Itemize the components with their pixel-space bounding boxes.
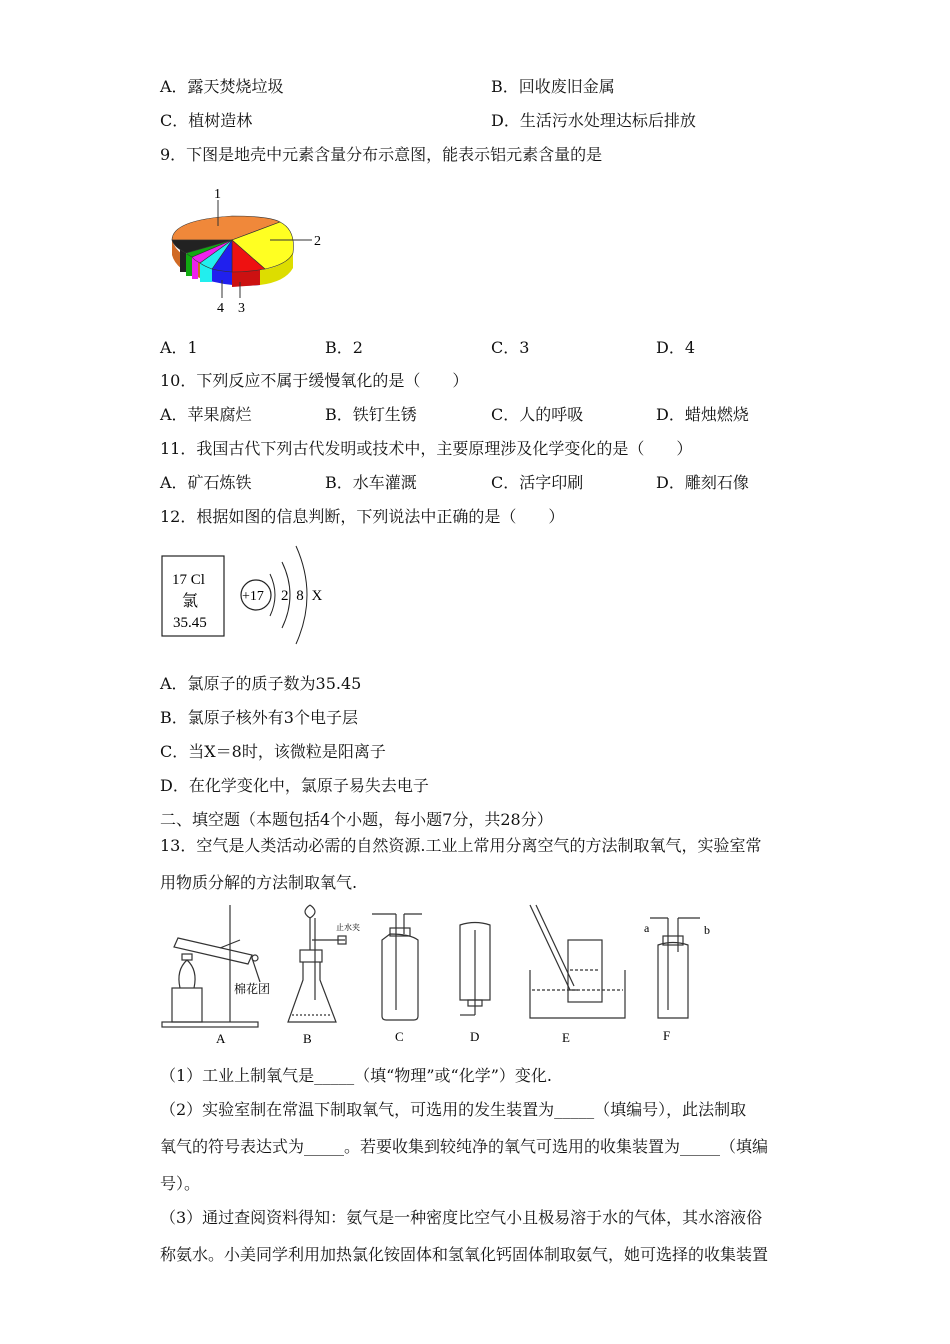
apparatus-e (530, 905, 625, 1018)
apparatus-a (162, 905, 260, 1027)
q13-stem-line2: 用物质分解的方法制取氧气. (160, 873, 358, 892)
pie-side-red (232, 270, 260, 287)
q13-part3-line2: 称氨水。小美同学利用加热氯化铵固体和氢氧化钙固体制取氨气，她可选择的收集装置 (160, 1245, 769, 1264)
electron-shells: 2 8 X (281, 588, 325, 604)
element-number-symbol: 17 Cl (172, 572, 205, 588)
pie-label-3: 3 (238, 301, 245, 316)
port-a-label: a (644, 921, 650, 935)
q8-option-c: C．植树造林 (160, 111, 253, 130)
q11-stem: 11．我国古代下列古代发明或技术中，主要原理涉及化学变化的是（ ） (160, 439, 693, 458)
port-b-label: b (704, 923, 710, 937)
apparatus-label-f: F (663, 1028, 671, 1043)
q8-option-b: B．回收废旧金属 (491, 77, 615, 96)
q10-option-a: A．苹果腐烂 (160, 405, 252, 424)
q13-part1: （1）工业上制氧气是_____（填“物理”或“化学”）变化. (160, 1066, 552, 1085)
q13-part3-line1: （3）通过查阅资料得知：氨气是一种密度比空气小且极易溶于水的气体，其水溶液俗 (160, 1208, 763, 1227)
q11-option-a: A．矿石炼铁 (160, 473, 252, 492)
apparatus-label-b: B (303, 1031, 312, 1046)
q10-option-b: B．铁钉生锈 (325, 405, 417, 424)
q13-part2-line3: 号）。 (160, 1174, 201, 1193)
pie-label-1: 1 (214, 187, 221, 202)
lab-apparatus-figure (160, 900, 740, 1050)
apparatus-d (460, 923, 490, 1016)
nucleus-charge: +17 (242, 589, 264, 604)
pie-label-2: 2 (314, 234, 321, 249)
apparatus-label-a: A (216, 1031, 226, 1046)
q11-option-c: C．活字印刷 (491, 473, 584, 492)
q10-option-c: C．人的呼吸 (491, 405, 584, 424)
q13-stem-line1: 13．空气是人类活动必需的自然资源.工业上常用分离空气的方法制取氧气，实验室常 (160, 836, 762, 855)
apparatus-label-e: E (562, 1030, 570, 1045)
q11-option-b: B．水车灌溉 (325, 473, 417, 492)
section-2-title: 二、填空题（本题包括4个小题，每小题7分，共28分） (160, 810, 553, 829)
element-name: 氯 (182, 591, 199, 610)
crust-element-pie-figure (160, 180, 340, 320)
q12-option-d: D．在化学变化中，氯原子易失去电子 (160, 776, 429, 795)
apparatus-label-d: D (470, 1029, 480, 1044)
cotton-label: 棉花团 (234, 982, 271, 996)
apparatus-f (650, 918, 700, 1018)
q9-option-b: B．2 (325, 338, 363, 357)
q8-option-a: A．露天焚烧垃圾 (160, 77, 284, 96)
q10-option-d: D．蜡烛燃烧 (656, 405, 749, 424)
q9-option-d: D．4 (656, 338, 696, 357)
apparatus-c (372, 914, 422, 1020)
chlorine-atom-figure (160, 538, 340, 650)
q13-part2-line2: 氧气的符号表达式为_____。若要收集到较纯净的氧气可选用的收集装置为_____（填编 (160, 1137, 769, 1156)
apparatus-label-c: C (395, 1029, 404, 1044)
q9-option-c: C．3 (491, 338, 530, 357)
q10-stem: 10．下列反应不属于缓慢氧化的是（ ） (160, 371, 469, 390)
q12-stem: 12．根据如图的信息判断，下列说法中正确的是（ ） (160, 507, 565, 526)
q12-option-c: C．当X＝8时，该微粒是阳离子 (160, 742, 386, 761)
q11-option-d: D．雕刻石像 (656, 473, 749, 492)
q9-option-a: A．1 (160, 338, 198, 357)
q12-option-b: B．氯原子核外有3个电子层 (160, 708, 358, 727)
q12-option-a: A．氯原子的质子数为35.45 (160, 674, 362, 693)
tap-label: 止水夹 (336, 923, 360, 932)
q8-option-d: D．生活污水处理达标后排放 (491, 111, 696, 130)
pie-label-4: 4 (217, 301, 224, 316)
q13-part2-line1: （2）实验室制在常温下制取氧气，可选用的发生装置为_____（填编号），此法制取 (160, 1100, 747, 1119)
pie-side-black (180, 250, 186, 272)
q9-stem: 9．下图是地壳中元素含量分布示意图，能表示铝元素含量的是 (160, 145, 603, 164)
element-mass: 35.45 (173, 615, 207, 631)
pie-side-green (186, 254, 192, 276)
